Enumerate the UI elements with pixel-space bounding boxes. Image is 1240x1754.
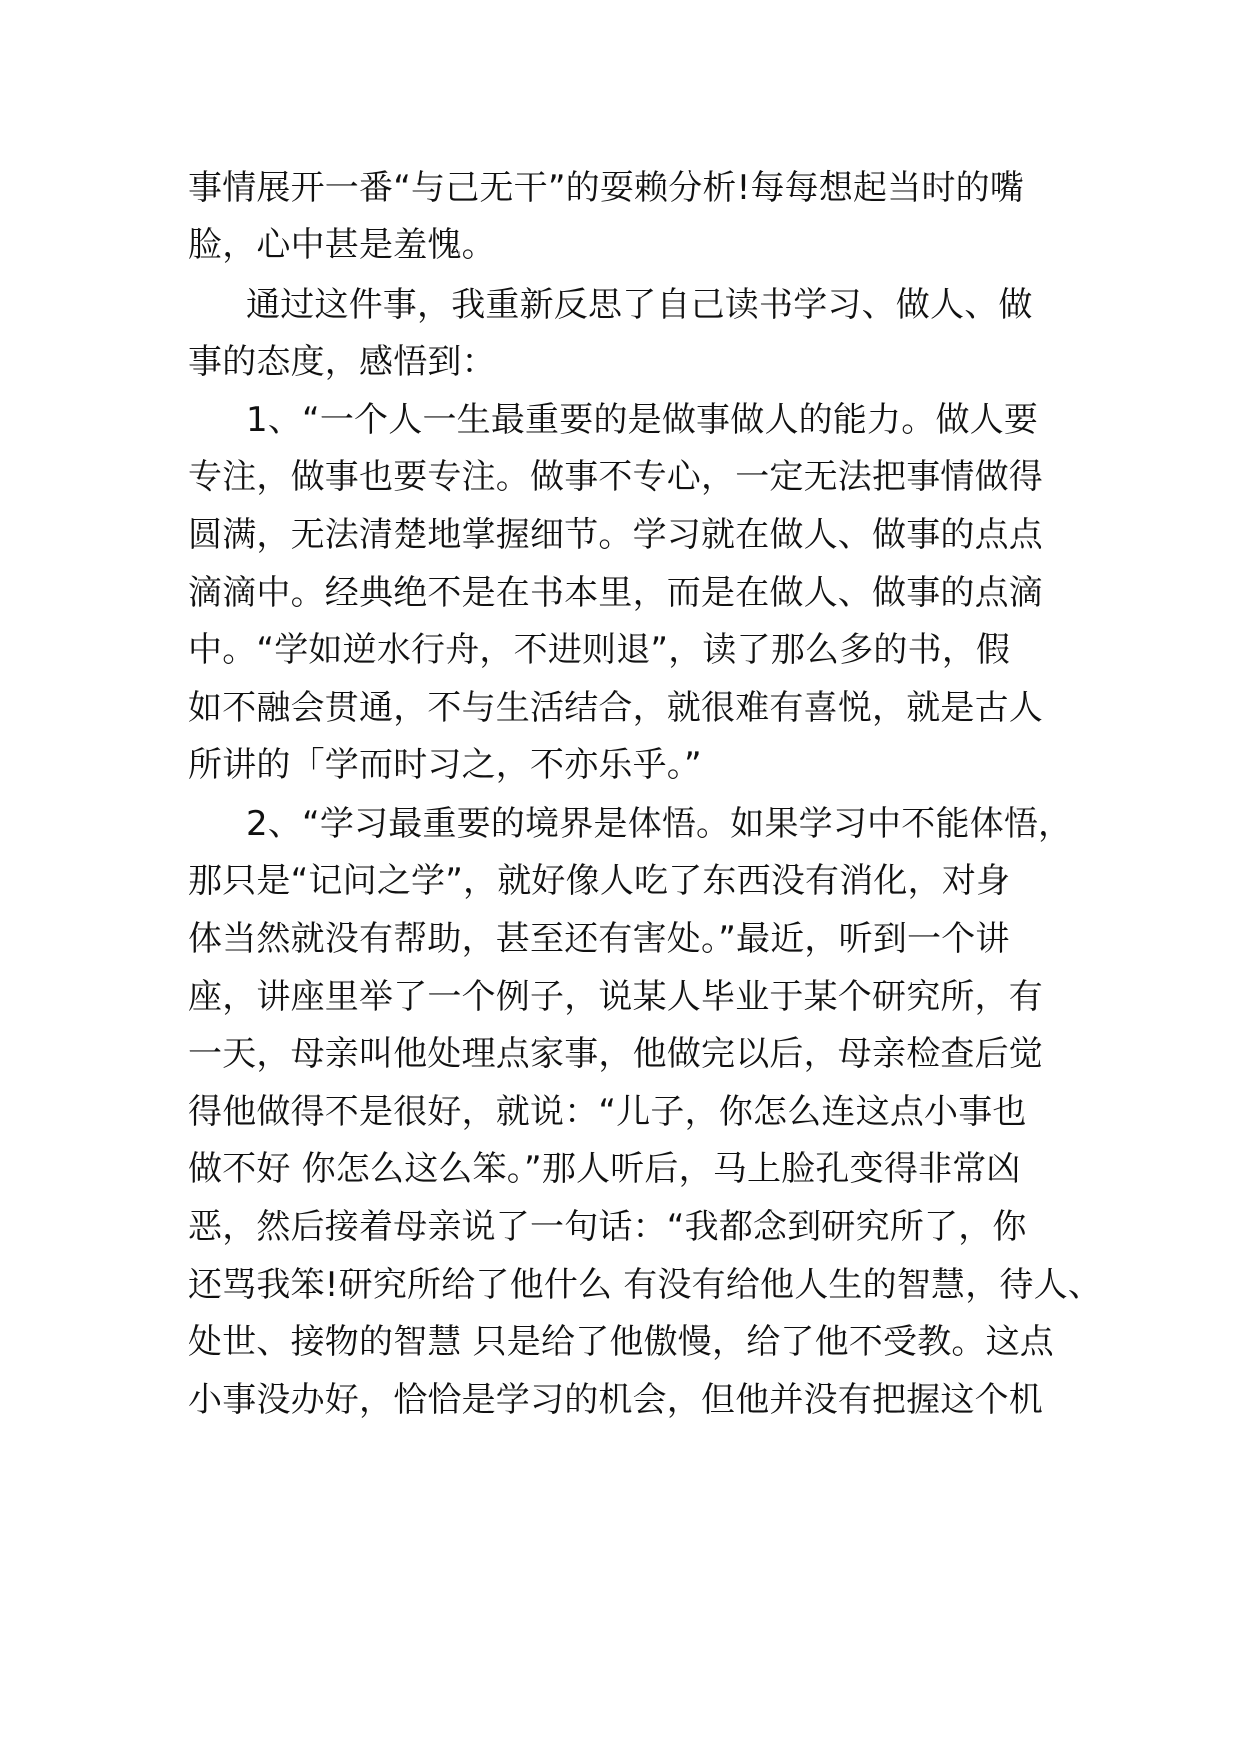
text-line: 所讲的「学而时习之，不亦乐乎。” — [188, 745, 702, 785]
text-line: 小事没办好，恰恰是学习的机会，但他并没有把握这个机 — [188, 1380, 1043, 1420]
text-line: 滴滴中。经典绝不是在书本里，而是在做人、做事的点滴 — [188, 573, 1043, 613]
paragraph-start-line: 通过这件事，我重新反思了自己读书学习、做人、做 — [246, 285, 1033, 325]
text-line: 圆满，无法清楚地掌握细节。学习就在做人、做事的点点 — [188, 515, 1043, 555]
text-line: 专注，做事也要专注。做事不专心，一定无法把事情做得 — [188, 457, 1043, 497]
text-line: 体当然就没有帮助，甚至还有害处。”最近，听到一个讲 — [188, 919, 1010, 959]
text-line: 中。“学如逆水行舟，不进则退”，读了那么多的书，假 — [188, 630, 1011, 670]
text-line: 脸，心中甚是羞愧。 — [188, 225, 496, 265]
text-line: 座，讲座里举了一个例子，说某人毕业于某个研究所，有 — [188, 977, 1043, 1017]
text-line: 处世、接物的智慧 只是给了他傲慢，给了他不受教。这点 — [188, 1322, 1055, 1362]
text-line: 做不好 你怎么这么笨。”那人听后，马上脸孔变得非常凶 — [188, 1149, 1021, 1189]
paragraph-start-line: 2、“学习最重要的境界是体悟。如果学习中不能体悟， — [246, 804, 1073, 844]
text-line: 一天，母亲叫他处理点家事，他做完以后，母亲检查后觉 — [188, 1034, 1043, 1074]
text-line: 如不融会贯通，不与生活结合，就很难有喜悦，就是古人 — [188, 688, 1043, 728]
text-line: 事的态度，感悟到： — [188, 342, 496, 382]
text-line: 那只是“记问之学”，就好像人吃了东西没有消化，对身 — [188, 861, 1011, 901]
text-line: 事情展开一番“与己无干”的耍赖分析!每每想起当时的嘴 — [188, 168, 1025, 208]
text-line: 恶，然后接着母亲说了一句话：“我都念到研究所了，你 — [188, 1207, 1027, 1247]
text-line: 还骂我笨!研究所给了他什么 有没有给他人生的智慧，待人、 — [188, 1265, 1103, 1305]
paragraph-start-line: 1、“一个人一生最重要的是做事做人的能力。做人要 — [246, 400, 1039, 440]
text-line: 得他做得不是很好，就说：“儿子，你怎么连这点小事也 — [188, 1092, 1027, 1132]
